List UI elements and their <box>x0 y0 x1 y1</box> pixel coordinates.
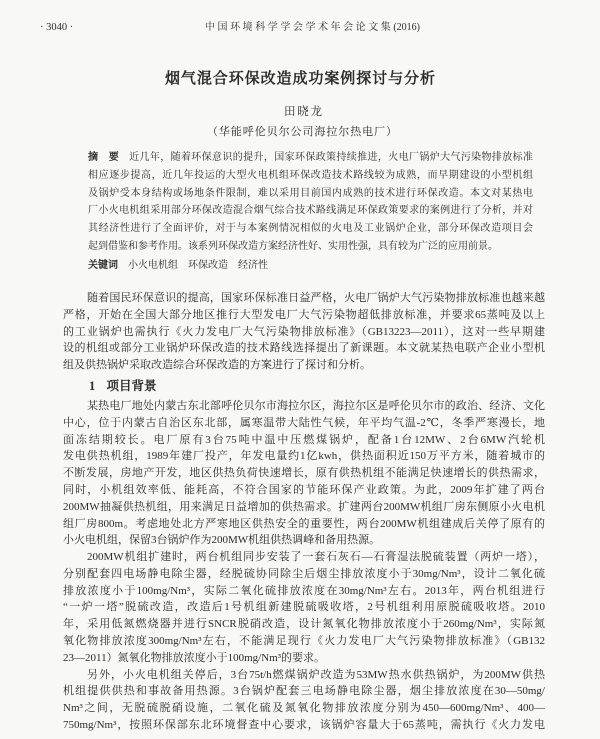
abstract-line: 厂小火电机组采用部分环保改造混合烟气综合技术路线满足环保政策要求的案例进行了分析，并对 <box>88 205 533 217</box>
text-line: 设的机组或部分工业锅炉环保改造的技术路线选择提出了新课题。本文就某热电联产企业小型机 <box>63 342 545 355</box>
keyword: 经济性 <box>238 260 268 271</box>
text-line: 随着国民环保意识的提高，国家环保标准日益严格，火电厂锅炉大气污染物排放标准也越来越 <box>87 292 545 304</box>
text-line: 严格，开始在全国大部分地区推行大型发电厂大气污染物超低排放标准，并要求65蒸吨及以上 <box>63 308 545 321</box>
text-line: 750mg/Nm³，按照环保部东北环境督查中心要求，该锅炉容量大于65蒸吨，需执行《火力发电 <box>63 718 545 731</box>
abstract-line: 起到借鉴和参考作用。该系列环保改造方案经济性好、实用性强，具有较为广泛的应用前景。 <box>88 240 498 252</box>
keywords <box>88 257 533 275</box>
paragraph-background <box>63 398 545 549</box>
abstract-line <box>88 149 533 167</box>
page-number: · 3040 · <box>40 22 74 33</box>
section-number: 1 <box>89 379 96 393</box>
paragraph-boilers <box>63 667 545 734</box>
article-title: 烟气混合环保改造成功案例探讨与分析 <box>165 71 435 87</box>
abstract-label: 摘 要 <box>88 152 120 163</box>
abstract-text: 近几年，随着环保意识的提升，国家环保政策持续推进，火电厂锅炉大气污染物排放标准 <box>129 152 533 163</box>
text-line: 小火电机组，保留3台锅炉作为200MW机组供热调峰和备用热源。 <box>63 534 381 547</box>
paragraph-desulfurization <box>63 549 545 667</box>
text-line: 年，采用低氮燃烧器并进行SNCR脱硝改造，设计氮氧化物排放浓度小于260mg/Nm³，实际氮 <box>63 618 545 631</box>
text-line: Nm³之间，无脱硫脱硝设施，二氧化硫及氮氧化物排放浓度分别为450—600mg/Nm³、400— <box>63 702 545 715</box>
text-line: 氧化物排放浓度300mg/Nm³左右，不能满足现行《火力发电厂大气污染物排放标准》（GB132 <box>63 634 545 647</box>
abstract-line: 其经济性进行了全面评价，对于与本案例情况相似的火电及工业锅炉企业，部分环保改造项目会 <box>88 223 533 235</box>
text-line: 组及供热锅炉采取改造综合环保改造的方案进行了探讨和分析。 <box>63 359 371 372</box>
keyword: 环保改造 <box>188 260 228 271</box>
text-line: 不断发展，房地产开发，地区供热负荷快速增长，原有供热机组不能满足快速增长的供热需求， <box>63 467 545 480</box>
text-line: 排放浓度小于100mg/Nm³，实际二氧化硫排放浓度在30mg/Nm³左右。2013年，两台机组进行 <box>63 584 545 597</box>
text-line: 分别配套四电场静电除尘器，经脱硫协同除尘后烟尘排放浓度小于30mg/Nm³，设计二氧化硫 <box>63 567 545 580</box>
text-line: 200MW机组扩建时，两台机组同步安装了一套石灰石—石膏湿法脱硫装置（两炉一塔）， <box>87 551 545 563</box>
text-line: 的工业锅炉也需执行《火力发电厂大气污染物排放标准》（GB13223—2011），这对一些早期建 <box>63 325 545 338</box>
article-author: 田晓龙 <box>284 106 322 118</box>
text-line: 某热电厂地处内蒙古东北部呼伦贝尔市海拉尔区，海拉尔区是呼伦贝尔市的政治、经济、文化 <box>87 400 545 412</box>
running-title: 中国环境科学学会学术年会论文集(2016) <box>205 22 420 33</box>
keyword: 小火电机组 <box>128 260 178 271</box>
text-line: 23—2011）氮氧化物排放浓度小于100mg/Nm³的要求。 <box>63 651 326 664</box>
abstract <box>88 149 533 256</box>
keywords-label: 关键词 <box>88 260 118 271</box>
author-affiliation: （华能呼伦贝尔公司海拉尔热电厂） <box>207 126 397 138</box>
text-line: 机组提供供热和事故备用热源。3台锅炉配套三电场静电除尘器，烟尘排放浓度在30—50mg/ <box>63 685 545 698</box>
abstract-line: 及锅炉受本身结构或场地条件限制，难以采用目前国内成熟的技术进行环保改造。本文对某热电 <box>88 187 533 199</box>
text-line: 200MW抽凝供热机组，用来满足日益增加的供热需求。扩建两台200MW机组厂房东侧原小火电机 <box>63 500 545 513</box>
text-line: 中心，位于内蒙古自治区东北部，属寒温带大陆性气候，年平均气温-2℃，冬季严寒漫长，地 <box>63 416 545 429</box>
text-line: 组厂房800m。考虑地处北方严寒地区供热安全的重要性，两台200MW机组建成后关停了原有的 <box>63 517 545 530</box>
text-line: 同时，小机组效率低、能耗高，不符合国家的节能环保产业政策。为此，2009年扩建了两台 <box>63 483 545 496</box>
text-line: 另外，小火电机组关停后，3台75t/h燃煤锅炉改造为53MW热水供热锅炉，为200MW供热 <box>87 668 545 681</box>
abstract-line: 相应逐步提高，近几年投运的大型火电机组环保改造技术路线较为成熟，而早期建设的小型机组 <box>88 169 533 181</box>
section-title: 项目背景 <box>106 379 157 393</box>
text-line: “一炉一塔”脱硫改造，改造后1号机组新建脱硫吸收塔，2号机组利用原脱硫吸收塔。2010 <box>63 601 545 614</box>
section-heading <box>89 377 157 396</box>
paragraph-intro <box>63 290 545 374</box>
text-line: 面冻结期较长。电厂原有3台75吨中温中压燃煤锅炉，配备1台12MW、2台6MW汽轮机 <box>63 433 545 446</box>
text-line: 发电供热机组，1989年建厂投产，年发电量约1亿kwh，供热面积近150万平方米，随着城市的 <box>63 450 545 463</box>
